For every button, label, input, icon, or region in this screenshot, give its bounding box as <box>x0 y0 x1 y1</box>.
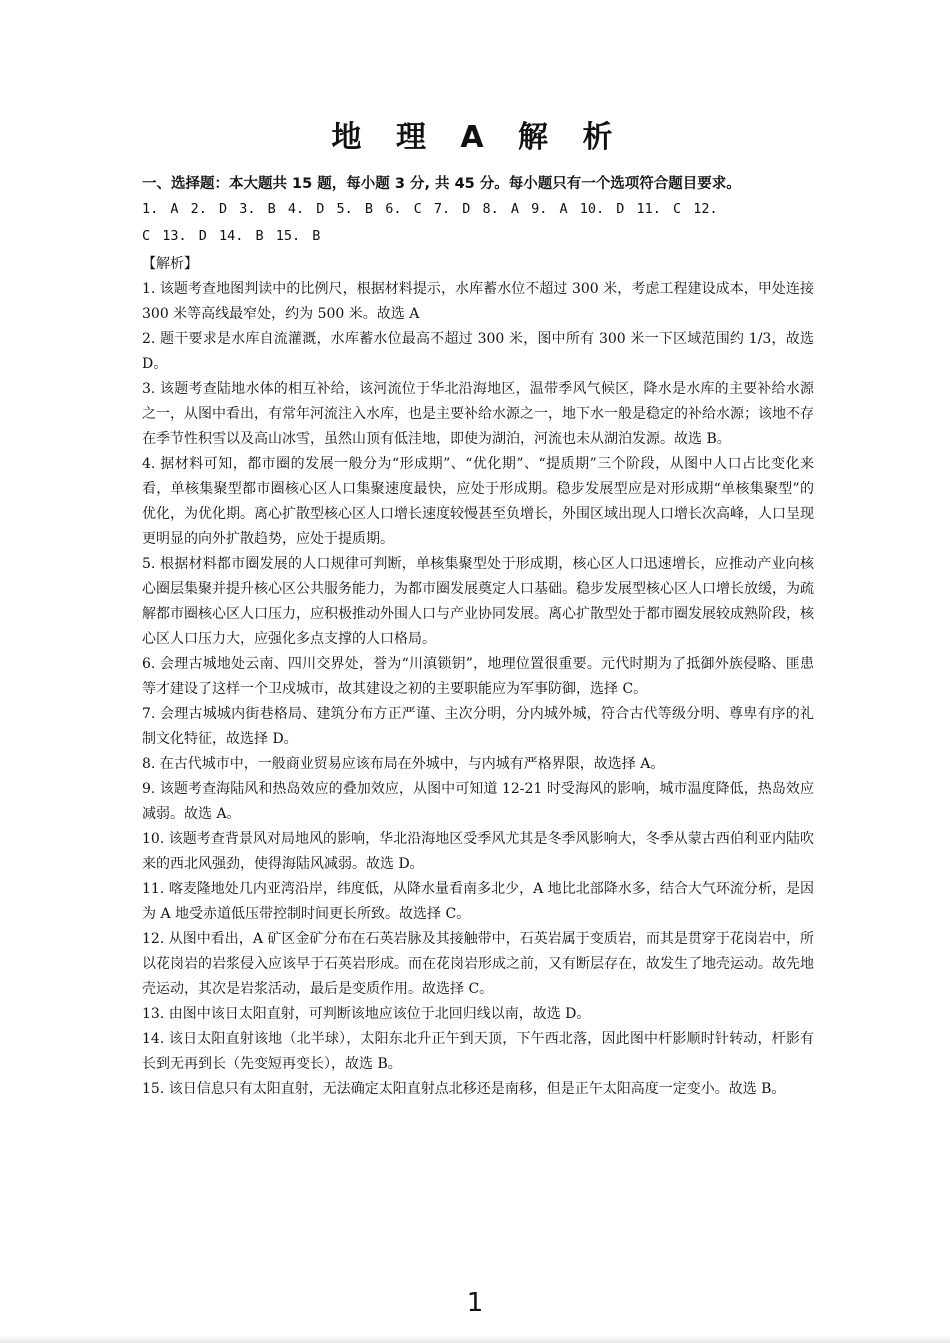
analysis-item-3: 3. 该题考查陆地水体的相互补给，该河流位于华北沿海地区，温带季风气候区，降水是水库的主要补给水源之一，从图中看出，有常年河流注入水库，也是主要补给水源之一，地下水一般是稳定的补给水源；该地不存在季节性积雪以及高山冰雪，虽然山顶有低洼地，即使为湖泊，河流也未从湖泊发源。故选 B。 <box>142 381 814 447</box>
analysis-item-13: 13. 由图中该日太阳直射，可判断该地应该位于北回归线以南，故选 D。 <box>142 1006 591 1022</box>
page-bottom-edge <box>0 1335 950 1343</box>
analysis-item-5: 5. 根据材料都市圈发展的人口规律可判断，单核集聚型处于形成期，核心区人口迅速增长，应推动产业向核心圈层集聚并提升核心区公共服务能力，为都市圈发展奠定人口基础。稳步发展型核心区人口增长放缓，为疏解都市圈核心区人口压力，应积极推动外围人口与产业协同发展。离心扩散型处于都市圈发展较成熟阶段，核心区人口压力大，应强化多点支撑的人口格局。 <box>142 556 814 647</box>
answers-line-1: 1. A 2. D 3. B 4. D 5. B 6. C 7. D 8. A 9. A 10. D 11. C 12. <box>142 201 718 217</box>
analysis-body <box>142 277 814 1102</box>
analysis-heading: 【解析】 <box>142 256 198 272</box>
analysis-item-6: 6. 会理古城地处云南、四川交界处，誉为“川滇锁钥”，地理位置很重要。元代时期为了抵御外族侵略、匪患等才建设了这样一个卫戍城市，故其建设之初的主要职能应为军事防御，选择 C。 <box>142 656 814 697</box>
analysis-item-15: 15. 该日信息只有太阳直射，无法确定太阳直射点北移还是南移，但是正午太阳高度一定变小。故选 B。 <box>142 1081 786 1097</box>
document-page <box>142 118 814 1102</box>
analysis-item-14: 14. 该日太阳直射该地（北半球），太阳东北升正午到天顶，下午西北落，因此图中杆影顺时针转动，杆影有长到无再到长（先变短再变长），故选 B。 <box>142 1031 814 1072</box>
analysis-item-7: 7. 会理古城城内街巷格局、建筑分布方正严谨、主次分明，分内城外城，符合古代等级分明、尊卑有序的礼制文化特征，故选择 D。 <box>142 706 814 747</box>
analysis-item-11: 11. 喀麦隆地处几内亚湾沿岸，纬度低，从降水量看南多北少，A 地比北部降水多，结合大气环流分析，是因为 A 地受赤道低压带控制时间更长所致。故选择 C。 <box>142 881 814 922</box>
analysis-item-1: 1. 该题考查地图判读中的比例尺，根据材料提示，水库蓄水位不超过 300 米，考虑工程建设成本，甲处连接 300 米等高线最窄处，约为 500 米。故选 A <box>142 281 814 322</box>
analysis-item-8: 8. 在古代城市中，一般商业贸易应该布局在外城中，与内城有严格界限，故选择 A。 <box>142 756 665 772</box>
page-title: 地 理 A 解 析 <box>331 120 625 155</box>
page-number: 1 <box>466 1288 484 1318</box>
answers-line-2: C 13. D 14. B 15. B <box>142 228 321 244</box>
analysis-item-10: 10. 该题考查背景风对局地风的影响，华北沿海地区受季风尤其是冬季风影响大，冬季从蒙古西伯利亚内陆吹来的西北风强劲，使得海陆风减弱。故选 D。 <box>142 831 814 872</box>
analysis-item-9: 9. 该题考查海陆风和热岛效应的叠加效应，从图中可知道 12-21 时受海风的影响，城市温度降低，热岛效应减弱。故选 A。 <box>142 781 814 822</box>
section-heading: 一、选择题：本大题共 15 题，每小题 3 分, 共 45 分。每小题只有一个选项符合题目要求。 <box>142 176 741 192</box>
analysis-item-2: 2. 题干要求是水库自流灌溉，水库蓄水位最高不超过 300 米，图中所有 300 米一下区域范围约 1/3，故选 D。 <box>142 331 814 372</box>
analysis-item-12: 12. 从图中看出，A 矿区金矿分布在石英岩脉及其接触带中，石英岩属于变质岩，而其是贯穿于花岗岩中，所以花岗岩的岩浆侵入应该早于石英岩形成。而在花岗岩形成之前，又有断层存在，故发生了地壳运动。故先地壳运动，其次是岩浆活动，最后是变质作用。故选择 C。 <box>142 931 814 997</box>
analysis-item-4: 4. 据材料可知，都市圈的发展一般分为“形成期”、“优化期”、“提质期”三个阶段，从图中人口占比变化来看，单核集聚型都市圈核心区人口集聚速度最快，应处于形成期。稳步发展型应是对形成期“单核集聚型”的优化，为优化期。离心扩散型核心区人口增长速度较慢甚至负增长，外围区域出现人口增长次高峰，人口呈现更明显的向外扩散趋势，应处于提质期。 <box>142 456 814 547</box>
